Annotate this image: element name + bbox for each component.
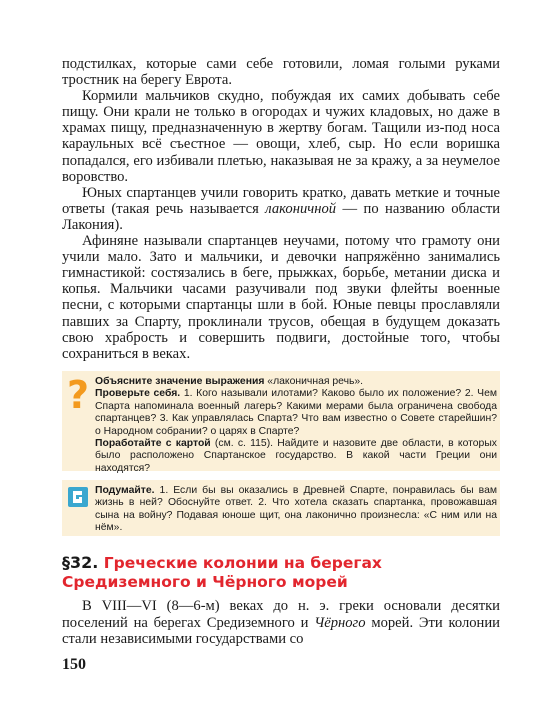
check-label: Проверьте себя.	[95, 388, 181, 400]
explain-task	[95, 376, 497, 388]
body-text	[62, 56, 500, 362]
check-text: 1. Кого называли илотами? Каково было их положение? 2. Чем Спарта напоминала военный лагерь? Какими мерами была ограничена свобода спартанцев? 3. Как управлялась Спарта? Что вам известно о Совете старейшин? о Народном собрании? о царях в Спарте?	[95, 388, 498, 437]
question-icon: ?	[66, 373, 90, 417]
paragraph-3	[62, 185, 500, 233]
map-task	[95, 438, 497, 475]
think-text	[95, 485, 497, 535]
section-paragraph-start: В VIII—VI (8—6-м) веках до н. э. греки основали десятки поселений на берегах Средиземного и	[62, 598, 500, 631]
section-heading	[62, 553, 502, 592]
section-paragraph	[62, 598, 500, 648]
questions-box	[62, 371, 500, 474]
map-text: (см. с. 115). Найдите и назовите две области, в которых было расположено Спартанское государство. В какой части Греции они находятся?	[95, 438, 498, 474]
term-laconic: лаконичной	[265, 200, 337, 217]
paragraph-3-start: Юных спартанцев учили говорить кратко, давать меткие и точные ответы (такая речь называется	[62, 184, 500, 217]
map-label: Поработайте с картой	[95, 438, 211, 450]
explain-text: «лаконичная речь».	[264, 376, 364, 387]
think-icon	[68, 487, 88, 507]
think-label: Подумайте.	[95, 485, 155, 496]
explain-label: Объясните значение выражения	[95, 376, 265, 387]
page-number: 150	[62, 656, 86, 673]
think-box	[62, 480, 500, 536]
questions-text	[95, 376, 497, 475]
section-number: §32.	[62, 553, 99, 572]
paragraph-4: Афиняне называли спартанцев неучами, потому что грамоту они учили мало. Зато и мальчики, и девочки напряжённо занимались гимнастикой: состязались в беге, прыжках, борьбе, метании диска и копья. Мальчики часами разучивали под звуки флейты военные песни, с которыми спартанцы шли в бой. Юные певцы прославляли павших за Спарту, проклинали трусов, обещая в будущем доказать свою храбрость и совершить подвиги, достойные того, чтобы сохраниться в веках.	[62, 233, 500, 362]
think-body: 1. Если бы вы оказались в Древней Спарте, понравилась бы вам жизнь в ней? Обоснуйте ответ. 2. Что хотела сказать спартанка, провожавшая сына на войну? Подавая юноше щит, она лаконично произнесла: «С ним или на нём».	[95, 485, 497, 534]
term-black-sea: Чёрного	[314, 614, 366, 631]
section-title: Греческие колонии на берегах Средиземного и Чёрного морей	[62, 554, 382, 591]
check-task	[95, 388, 497, 438]
section-body	[62, 598, 500, 648]
section-paragraph-end: морей. Эти колонии стали независимыми государствами со	[62, 614, 500, 648]
paragraph-1: подстилках, которые сами себе готовили, ломая голыми руками тростник на берегу Еврота.	[62, 56, 500, 89]
paragraph-3-end: — по названию области Лакония).	[62, 200, 501, 233]
paragraph-2: Кормили мальчиков скудно, побуждая их самих добывать себе пищу. Они крали не только в огородах и чужих кладовых, но даже в храмах пищу, предназначенную в жертву богам. Тащили из-под носа караульных всё съестное — овощи, хлеб, сыр. Но если воришка попадался, его избивали плетью, наказывая не за кражу, а за неумелое воровство.	[62, 88, 500, 185]
